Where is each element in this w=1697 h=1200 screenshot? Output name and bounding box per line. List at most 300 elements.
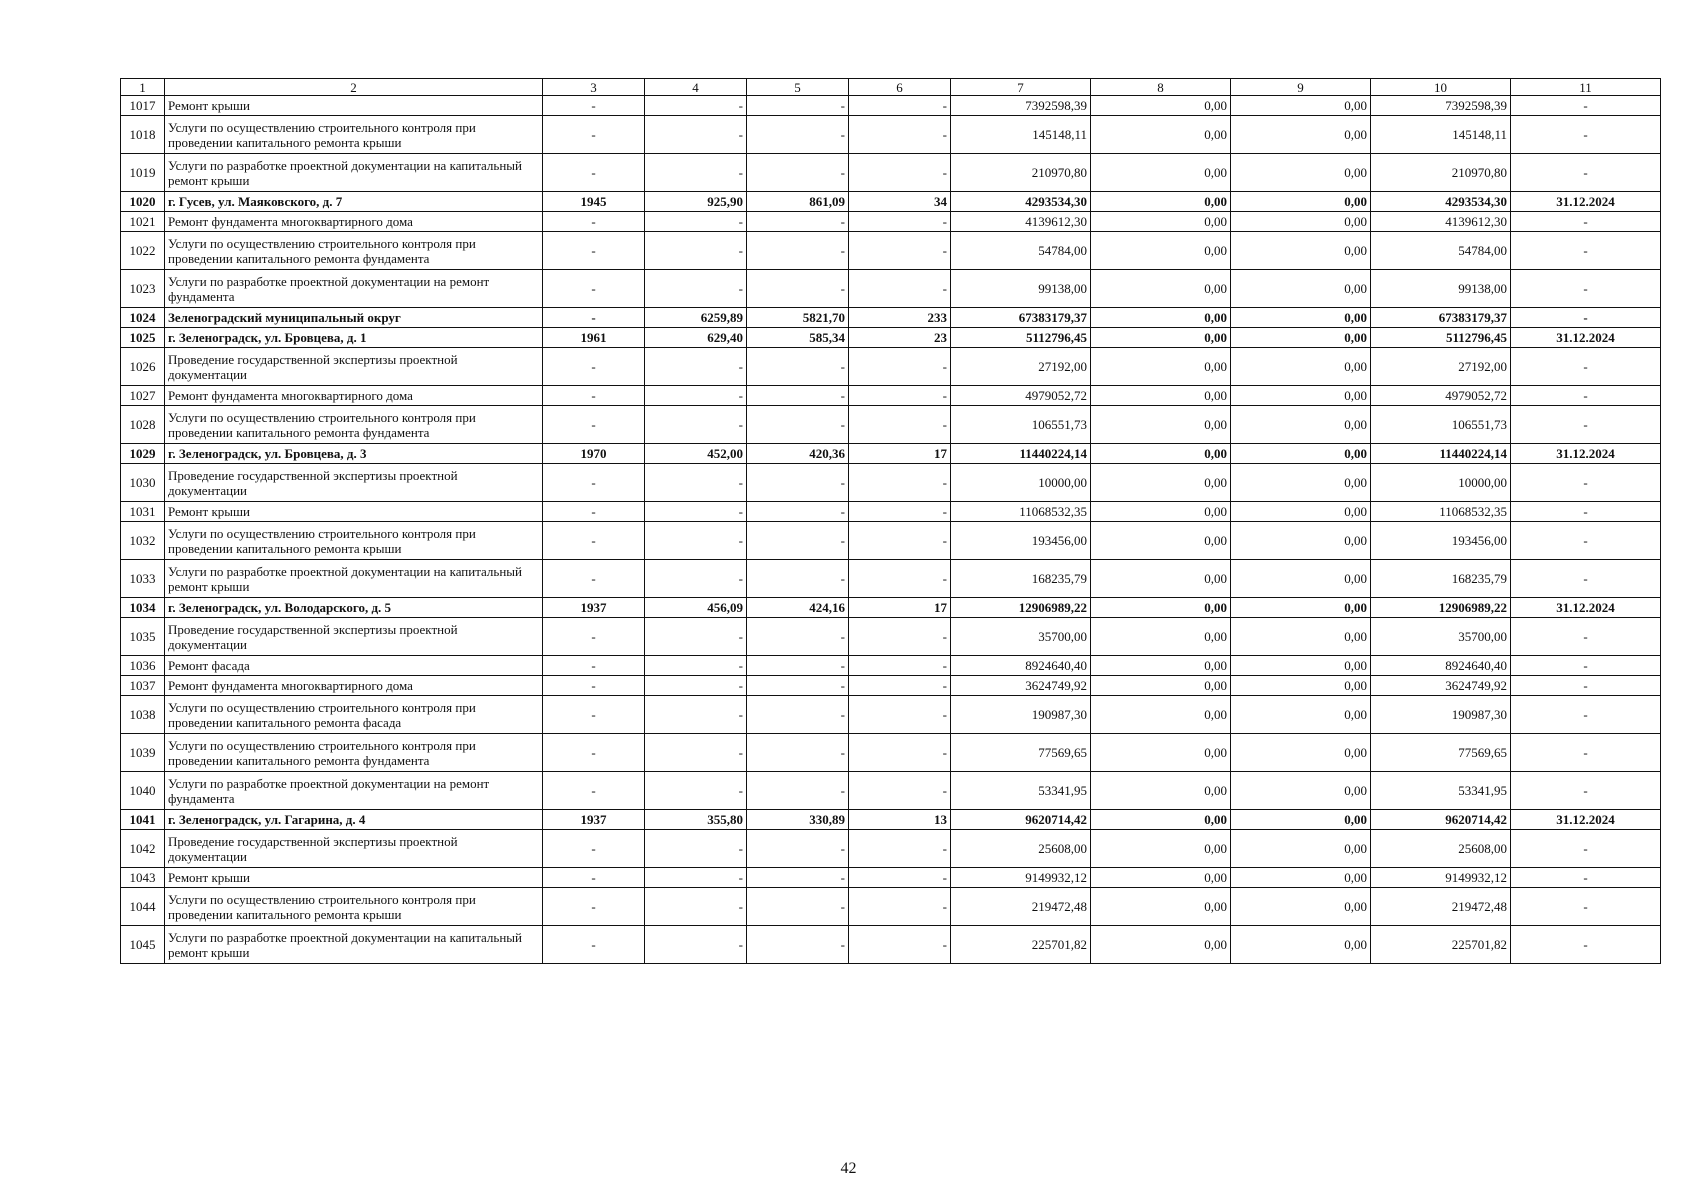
- residents-cell: -: [849, 696, 951, 734]
- fund-federal-cell: 0,00: [1091, 696, 1231, 734]
- residents-cell: -: [849, 656, 951, 676]
- year-cell: -: [543, 772, 645, 810]
- deadline-cell: 31.12.2024: [1511, 598, 1661, 618]
- fund-regional-cell: 0,00: [1231, 386, 1371, 406]
- row-number-cell: 1021: [121, 212, 165, 232]
- cost-total-cell: 168235,79: [951, 560, 1091, 598]
- year-cell: -: [543, 406, 645, 444]
- row-number-cell: 1035: [121, 618, 165, 656]
- residents-cell: -: [849, 772, 951, 810]
- row-number-cell: 1027: [121, 386, 165, 406]
- cost-total-cell: 4979052,72: [951, 386, 1091, 406]
- year-cell: 1937: [543, 598, 645, 618]
- description-cell: г. Зеленоградск, ул. Бровцева, д. 3: [165, 444, 543, 464]
- description-cell: Услуги по разработке проектной документации на ремонт фундамента: [165, 772, 543, 810]
- year-cell: -: [543, 232, 645, 270]
- row-number-cell: 1034: [121, 598, 165, 618]
- description-cell: Услуги по осуществлению строительного контроля при проведении капитального ремонта фасада: [165, 696, 543, 734]
- fund-owners-cell: 10000,00: [1371, 464, 1511, 502]
- fund-regional-cell: 0,00: [1231, 154, 1371, 192]
- year-cell: 1970: [543, 444, 645, 464]
- description-cell: Зеленоградский муниципальный округ: [165, 308, 543, 328]
- year-cell: -: [543, 888, 645, 926]
- fund-regional-cell: 0,00: [1231, 618, 1371, 656]
- residents-cell: 17: [849, 444, 951, 464]
- fund-federal-cell: 0,00: [1091, 618, 1231, 656]
- fund-federal-cell: 0,00: [1091, 232, 1231, 270]
- area-total-cell: -: [645, 656, 747, 676]
- deadline-cell: -: [1511, 560, 1661, 598]
- fund-regional-cell: 0,00: [1231, 270, 1371, 308]
- cost-total-cell: 8924640,40: [951, 656, 1091, 676]
- description-cell: Ремонт фундамента многоквартирного дома: [165, 386, 543, 406]
- fund-owners-cell: 54784,00: [1371, 232, 1511, 270]
- area-living-cell: -: [747, 656, 849, 676]
- cost-total-cell: 77569,65: [951, 734, 1091, 772]
- residents-cell: 34: [849, 192, 951, 212]
- deadline-cell: -: [1511, 232, 1661, 270]
- table-row: [121, 734, 1661, 772]
- row-number-cell: 1017: [121, 96, 165, 116]
- area-total-cell: -: [645, 830, 747, 868]
- fund-owners-cell: 11440224,14: [1371, 444, 1511, 464]
- cost-total-cell: 12906989,22: [951, 598, 1091, 618]
- area-living-cell: -: [747, 386, 849, 406]
- row-number-cell: 1031: [121, 502, 165, 522]
- area-living-cell: -: [747, 772, 849, 810]
- residents-cell: -: [849, 868, 951, 888]
- deadline-cell: 31.12.2024: [1511, 810, 1661, 830]
- fund-federal-cell: 0,00: [1091, 926, 1231, 964]
- year-cell: -: [543, 618, 645, 656]
- residents-cell: -: [849, 212, 951, 232]
- deadline-cell: -: [1511, 464, 1661, 502]
- table-row: [121, 830, 1661, 868]
- deadline-cell: -: [1511, 406, 1661, 444]
- fund-federal-cell: 0,00: [1091, 830, 1231, 868]
- fund-federal-cell: 0,00: [1091, 888, 1231, 926]
- fund-federal-cell: 0,00: [1091, 192, 1231, 212]
- description-cell: Услуги по разработке проектной документации на ремонт фундамента: [165, 270, 543, 308]
- description-cell: Проведение государственной экспертизы проектной документации: [165, 618, 543, 656]
- deadline-cell: -: [1511, 386, 1661, 406]
- fund-owners-cell: 190987,30: [1371, 696, 1511, 734]
- fund-federal-cell: 0,00: [1091, 328, 1231, 348]
- year-cell: -: [543, 386, 645, 406]
- cost-total-cell: 53341,95: [951, 772, 1091, 810]
- table-row: [121, 192, 1661, 212]
- fund-federal-cell: 0,00: [1091, 502, 1231, 522]
- fund-regional-cell: 0,00: [1231, 560, 1371, 598]
- area-living-cell: 420,36: [747, 444, 849, 464]
- fund-owners-cell: 8924640,40: [1371, 656, 1511, 676]
- fund-regional-cell: 0,00: [1231, 212, 1371, 232]
- year-cell: -: [543, 676, 645, 696]
- cost-total-cell: 210970,80: [951, 154, 1091, 192]
- year-cell: -: [543, 868, 645, 888]
- area-total-cell: -: [645, 502, 747, 522]
- fund-owners-cell: 77569,65: [1371, 734, 1511, 772]
- page-number: 42: [840, 1160, 857, 1177]
- year-cell: -: [543, 96, 645, 116]
- row-number-cell: 1024: [121, 308, 165, 328]
- fund-owners-cell: 210970,80: [1371, 154, 1511, 192]
- area-living-cell: -: [747, 406, 849, 444]
- fund-federal-cell: 0,00: [1091, 464, 1231, 502]
- deadline-cell: -: [1511, 154, 1661, 192]
- row-number-cell: 1022: [121, 232, 165, 270]
- year-cell: 1937: [543, 810, 645, 830]
- area-living-cell: 5821,70: [747, 308, 849, 328]
- fund-regional-cell: 0,00: [1231, 522, 1371, 560]
- table-row: [121, 348, 1661, 386]
- area-total-cell: -: [645, 618, 747, 656]
- fund-federal-cell: 0,00: [1091, 656, 1231, 676]
- row-number-cell: 1029: [121, 444, 165, 464]
- row-number-cell: 1044: [121, 888, 165, 926]
- fund-regional-cell: 0,00: [1231, 598, 1371, 618]
- area-living-cell: 861,09: [747, 192, 849, 212]
- residents-cell: -: [849, 676, 951, 696]
- area-living-cell: 424,16: [747, 598, 849, 618]
- area-total-cell: -: [645, 522, 747, 560]
- residents-cell: -: [849, 464, 951, 502]
- deadline-cell: -: [1511, 96, 1661, 116]
- row-number-cell: 1019: [121, 154, 165, 192]
- fund-owners-cell: 3624749,92: [1371, 676, 1511, 696]
- table-row: [121, 868, 1661, 888]
- description-cell: Услуги по осуществлению строительного контроля при проведении капитального ремонта крыши: [165, 116, 543, 154]
- fund-owners-cell: 4293534,30: [1371, 192, 1511, 212]
- year-cell: -: [543, 502, 645, 522]
- area-living-cell: -: [747, 830, 849, 868]
- area-living-cell: -: [747, 618, 849, 656]
- table-row: [121, 270, 1661, 308]
- area-living-cell: -: [747, 888, 849, 926]
- year-cell: -: [543, 696, 645, 734]
- description-cell: г. Зеленоградск, ул. Гагарина, д. 4: [165, 810, 543, 830]
- year-cell: -: [543, 734, 645, 772]
- fund-regional-cell: 0,00: [1231, 464, 1371, 502]
- year-cell: -: [543, 270, 645, 308]
- description-cell: Услуги по осуществлению строительного контроля при проведении капитального ремонта фундамента: [165, 232, 543, 270]
- area-living-cell: -: [747, 868, 849, 888]
- area-living-cell: -: [747, 676, 849, 696]
- deadline-cell: -: [1511, 696, 1661, 734]
- fund-owners-cell: 67383179,37: [1371, 308, 1511, 328]
- area-living-cell: -: [747, 926, 849, 964]
- fund-owners-cell: 168235,79: [1371, 560, 1511, 598]
- row-number-cell: 1039: [121, 734, 165, 772]
- area-total-cell: -: [645, 406, 747, 444]
- area-living-cell: 330,89: [747, 810, 849, 830]
- fund-regional-cell: 0,00: [1231, 830, 1371, 868]
- fund-owners-cell: 145148,11: [1371, 116, 1511, 154]
- cost-total-cell: 193456,00: [951, 522, 1091, 560]
- row-number-cell: 1037: [121, 676, 165, 696]
- year-cell: -: [543, 830, 645, 868]
- fund-regional-cell: 0,00: [1231, 810, 1371, 830]
- cost-total-cell: 25608,00: [951, 830, 1091, 868]
- area-total-cell: -: [645, 464, 747, 502]
- deadline-cell: -: [1511, 348, 1661, 386]
- area-living-cell: -: [747, 154, 849, 192]
- document-page: [120, 78, 1660, 964]
- description-cell: Проведение государственной экспертизы проектной документации: [165, 830, 543, 868]
- col-header: 6: [849, 79, 951, 96]
- description-cell: Услуги по осуществлению строительного контроля при проведении капитального ремонта крыши: [165, 522, 543, 560]
- residents-cell: -: [849, 734, 951, 772]
- area-total-cell: 452,00: [645, 444, 747, 464]
- deadline-cell: -: [1511, 734, 1661, 772]
- area-total-cell: -: [645, 868, 747, 888]
- fund-federal-cell: 0,00: [1091, 444, 1231, 464]
- area-total-cell: -: [645, 232, 747, 270]
- deadline-cell: -: [1511, 618, 1661, 656]
- cost-total-cell: 225701,82: [951, 926, 1091, 964]
- residents-cell: -: [849, 830, 951, 868]
- fund-owners-cell: 35700,00: [1371, 618, 1511, 656]
- table-row: [121, 502, 1661, 522]
- residents-cell: -: [849, 522, 951, 560]
- fund-regional-cell: 0,00: [1231, 96, 1371, 116]
- deadline-cell: -: [1511, 522, 1661, 560]
- area-living-cell: -: [747, 212, 849, 232]
- area-total-cell: 355,80: [645, 810, 747, 830]
- area-total-cell: -: [645, 676, 747, 696]
- table-row: [121, 618, 1661, 656]
- area-living-cell: -: [747, 502, 849, 522]
- row-number-cell: 1036: [121, 656, 165, 676]
- deadline-cell: 31.12.2024: [1511, 444, 1661, 464]
- fund-federal-cell: 0,00: [1091, 116, 1231, 154]
- fund-owners-cell: 99138,00: [1371, 270, 1511, 308]
- fund-regional-cell: 0,00: [1231, 502, 1371, 522]
- fund-owners-cell: 7392598,39: [1371, 96, 1511, 116]
- year-cell: -: [543, 212, 645, 232]
- cost-total-cell: 4139612,30: [951, 212, 1091, 232]
- year-cell: -: [543, 656, 645, 676]
- row-number-cell: 1038: [121, 696, 165, 734]
- cost-total-cell: 99138,00: [951, 270, 1091, 308]
- row-number-cell: 1025: [121, 328, 165, 348]
- cost-total-cell: 7392598,39: [951, 96, 1091, 116]
- area-total-cell: -: [645, 888, 747, 926]
- deadline-cell: -: [1511, 502, 1661, 522]
- table-row: [121, 308, 1661, 328]
- col-header: 2: [165, 79, 543, 96]
- area-living-cell: -: [747, 734, 849, 772]
- table-row: [121, 212, 1661, 232]
- area-total-cell: -: [645, 772, 747, 810]
- area-total-cell: -: [645, 348, 747, 386]
- residents-cell: -: [849, 154, 951, 192]
- area-total-cell: -: [645, 734, 747, 772]
- fund-owners-cell: 9620714,42: [1371, 810, 1511, 830]
- table-row: [121, 676, 1661, 696]
- fund-owners-cell: 5112796,45: [1371, 328, 1511, 348]
- fund-federal-cell: 0,00: [1091, 734, 1231, 772]
- residents-cell: -: [849, 926, 951, 964]
- row-number-cell: 1040: [121, 772, 165, 810]
- area-total-cell: -: [645, 96, 747, 116]
- cost-total-cell: 11068532,35: [951, 502, 1091, 522]
- col-header: 7: [951, 79, 1091, 96]
- area-living-cell: -: [747, 696, 849, 734]
- cost-total-cell: 3624749,92: [951, 676, 1091, 696]
- fund-regional-cell: 0,00: [1231, 192, 1371, 212]
- col-header: 8: [1091, 79, 1231, 96]
- fund-regional-cell: 0,00: [1231, 676, 1371, 696]
- fund-regional-cell: 0,00: [1231, 116, 1371, 154]
- fund-regional-cell: 0,00: [1231, 772, 1371, 810]
- cost-total-cell: 54784,00: [951, 232, 1091, 270]
- deadline-cell: -: [1511, 772, 1661, 810]
- row-number-cell: 1018: [121, 116, 165, 154]
- fund-federal-cell: 0,00: [1091, 868, 1231, 888]
- table-row: [121, 232, 1661, 270]
- fund-regional-cell: 0,00: [1231, 328, 1371, 348]
- fund-federal-cell: 0,00: [1091, 598, 1231, 618]
- deadline-cell: -: [1511, 212, 1661, 232]
- row-number-cell: 1020: [121, 192, 165, 212]
- residents-cell: 233: [849, 308, 951, 328]
- residents-cell: -: [849, 116, 951, 154]
- fund-federal-cell: 0,00: [1091, 772, 1231, 810]
- fund-federal-cell: 0,00: [1091, 154, 1231, 192]
- description-cell: г. Зеленоградск, ул. Бровцева, д. 1: [165, 328, 543, 348]
- cost-total-cell: 145148,11: [951, 116, 1091, 154]
- col-header: 10: [1371, 79, 1511, 96]
- table-row: [121, 96, 1661, 116]
- cost-total-cell: 4293534,30: [951, 192, 1091, 212]
- deadline-cell: -: [1511, 830, 1661, 868]
- table-row: [121, 406, 1661, 444]
- col-header: 11: [1511, 79, 1661, 96]
- table-row: [121, 560, 1661, 598]
- year-cell: 1945: [543, 192, 645, 212]
- capital-repair-table: [120, 78, 1661, 964]
- residents-cell: 23: [849, 328, 951, 348]
- deadline-cell: -: [1511, 308, 1661, 328]
- year-cell: 1961: [543, 328, 645, 348]
- residents-cell: -: [849, 232, 951, 270]
- area-living-cell: -: [747, 96, 849, 116]
- residents-cell: -: [849, 406, 951, 444]
- area-total-cell: 925,90: [645, 192, 747, 212]
- fund-federal-cell: 0,00: [1091, 406, 1231, 444]
- fund-regional-cell: 0,00: [1231, 444, 1371, 464]
- residents-cell: 13: [849, 810, 951, 830]
- description-cell: Ремонт крыши: [165, 502, 543, 522]
- fund-regional-cell: 0,00: [1231, 232, 1371, 270]
- fund-regional-cell: 0,00: [1231, 888, 1371, 926]
- table-row: [121, 154, 1661, 192]
- year-cell: -: [543, 926, 645, 964]
- fund-regional-cell: 0,00: [1231, 308, 1371, 328]
- area-total-cell: -: [645, 560, 747, 598]
- col-header: 1: [121, 79, 165, 96]
- row-number-cell: 1042: [121, 830, 165, 868]
- col-header: 4: [645, 79, 747, 96]
- fund-owners-cell: 11068532,35: [1371, 502, 1511, 522]
- row-number-cell: 1026: [121, 348, 165, 386]
- description-cell: Ремонт крыши: [165, 868, 543, 888]
- fund-owners-cell: 27192,00: [1371, 348, 1511, 386]
- cost-total-cell: 9620714,42: [951, 810, 1091, 830]
- area-total-cell: -: [645, 386, 747, 406]
- description-cell: Ремонт фундамента многоквартирного дома: [165, 212, 543, 232]
- residents-cell: -: [849, 502, 951, 522]
- table-row: [121, 810, 1661, 830]
- description-cell: Ремонт фундамента многоквартирного дома: [165, 676, 543, 696]
- fund-owners-cell: 4139612,30: [1371, 212, 1511, 232]
- deadline-cell: 31.12.2024: [1511, 328, 1661, 348]
- residents-cell: -: [849, 560, 951, 598]
- residents-cell: -: [849, 618, 951, 656]
- fund-federal-cell: 0,00: [1091, 676, 1231, 696]
- year-cell: -: [543, 348, 645, 386]
- deadline-cell: -: [1511, 888, 1661, 926]
- col-header: 5: [747, 79, 849, 96]
- fund-federal-cell: 0,00: [1091, 560, 1231, 598]
- cost-total-cell: 67383179,37: [951, 308, 1091, 328]
- cost-total-cell: 5112796,45: [951, 328, 1091, 348]
- row-number-cell: 1028: [121, 406, 165, 444]
- fund-federal-cell: 0,00: [1091, 810, 1231, 830]
- residents-cell: 17: [849, 598, 951, 618]
- description-cell: Услуги по осуществлению строительного контроля при проведении капитального ремонта фундамента: [165, 734, 543, 772]
- area-living-cell: -: [747, 348, 849, 386]
- description-cell: Услуги по разработке проектной документации на капитальный ремонт крыши: [165, 154, 543, 192]
- row-number-cell: 1023: [121, 270, 165, 308]
- fund-regional-cell: 0,00: [1231, 734, 1371, 772]
- description-cell: г. Зеленоградск, ул. Володарского, д. 5: [165, 598, 543, 618]
- description-cell: Ремонт крыши: [165, 96, 543, 116]
- table-row: [121, 598, 1661, 618]
- row-number-cell: 1032: [121, 522, 165, 560]
- row-number-cell: 1030: [121, 464, 165, 502]
- area-living-cell: -: [747, 270, 849, 308]
- area-total-cell: -: [645, 212, 747, 232]
- year-cell: -: [543, 560, 645, 598]
- table-row: [121, 888, 1661, 926]
- column-number-row: [121, 79, 1661, 96]
- fund-regional-cell: 0,00: [1231, 926, 1371, 964]
- row-number-cell: 1045: [121, 926, 165, 964]
- deadline-cell: -: [1511, 926, 1661, 964]
- area-total-cell: -: [645, 270, 747, 308]
- fund-owners-cell: 25608,00: [1371, 830, 1511, 868]
- row-number-cell: 1041: [121, 810, 165, 830]
- fund-owners-cell: 219472,48: [1371, 888, 1511, 926]
- description-cell: Ремонт фасада: [165, 656, 543, 676]
- cost-total-cell: 219472,48: [951, 888, 1091, 926]
- fund-federal-cell: 0,00: [1091, 270, 1231, 308]
- residents-cell: -: [849, 270, 951, 308]
- table-row: [121, 444, 1661, 464]
- fund-owners-cell: 12906989,22: [1371, 598, 1511, 618]
- table-row: [121, 522, 1661, 560]
- description-cell: Услуги по осуществлению строительного контроля при проведении капитального ремонта крыши: [165, 888, 543, 926]
- year-cell: -: [543, 116, 645, 154]
- area-living-cell: 585,34: [747, 328, 849, 348]
- area-living-cell: -: [747, 116, 849, 154]
- fund-regional-cell: 0,00: [1231, 348, 1371, 386]
- area-total-cell: -: [645, 696, 747, 734]
- row-number-cell: 1043: [121, 868, 165, 888]
- cost-total-cell: 190987,30: [951, 696, 1091, 734]
